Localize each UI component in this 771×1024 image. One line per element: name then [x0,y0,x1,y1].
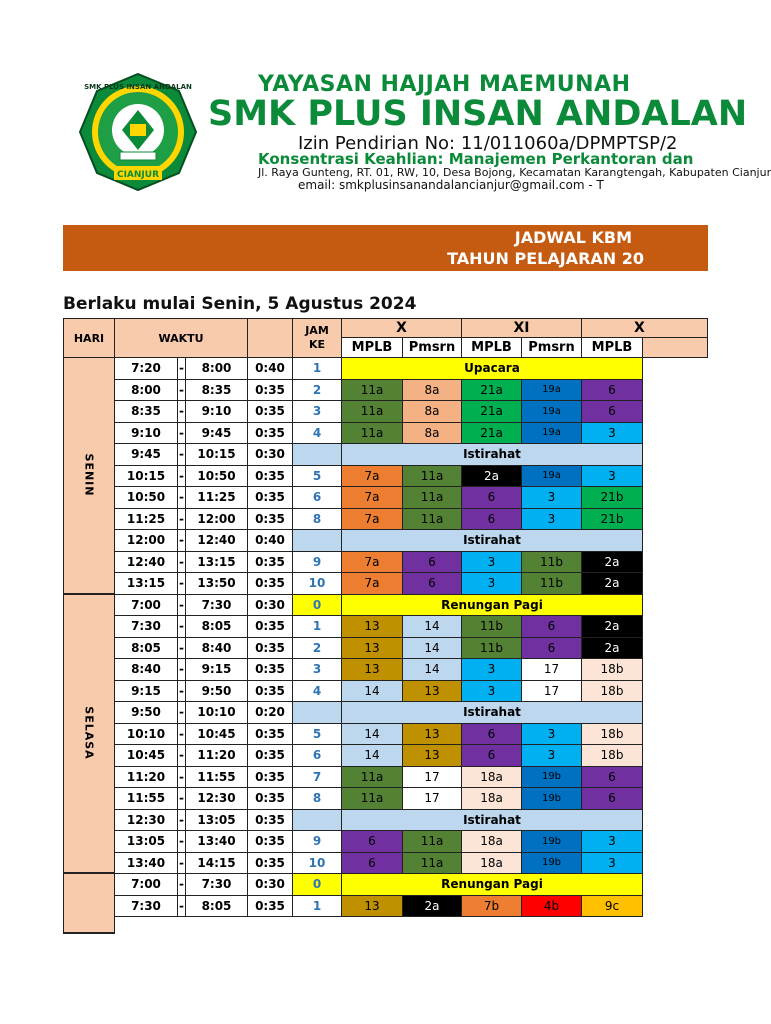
time-end: 8:05 [186,896,248,918]
jam-ke: 3 [293,401,342,423]
jam-ke: 10 [293,573,342,595]
time-dash: - [178,788,186,810]
jam-ke: 9 [293,552,342,574]
class-cell: 17 [522,659,582,681]
time-dash: - [178,573,186,595]
header-jam-text: JAM [305,324,329,337]
class-cell: 11b [462,616,522,638]
class-cell: 21a [462,380,522,402]
time-start: 13:05 [115,831,178,853]
logo-text-bottom: CIANJUR [116,170,160,180]
class-cell: 11a [403,466,462,488]
period-banner: Upacara [342,358,643,380]
jam-ke: 8 [293,788,342,810]
class-cell: 21a [462,423,522,445]
jam-ke: 7 [293,767,342,789]
class-cell: 19a [522,466,582,488]
class-cell: 11a [342,401,403,423]
class-cell: 11a [342,767,403,789]
period-banner: Renungan Pagi [342,874,643,896]
class-cell: 18a [462,788,522,810]
class-cell: 6 [462,487,522,509]
duration: 0:35 [248,552,293,574]
class-cell: 21a [462,401,522,423]
class-cell: 7a [342,466,403,488]
class-cell: 21b [582,509,643,531]
duration: 0:35 [248,509,293,531]
class-cell: 3 [462,573,522,595]
duration: 0:40 [248,530,293,552]
class-cell: 11a [403,509,462,531]
jam-ke: 1 [293,358,342,380]
class-cell: 11a [342,423,403,445]
address: Jl. Raya Gunteng, RT. 01, RW, 10, Desa Bojong, Kecamatan Karangtengah, Kabupaten Cianjur [258,166,771,179]
time-start: 11:25 [115,509,178,531]
time-start: 10:50 [115,487,178,509]
time-end: 9:15 [186,659,248,681]
period-banner: Istirahat [342,702,643,724]
time-start: 12:00 [115,530,178,552]
time-end: 10:50 [186,466,248,488]
banner-year: TAHUN PELAJARAN 20 [447,249,644,268]
class-cell: 18a [462,853,522,875]
time-start: 9:15 [115,681,178,703]
duration: 0:35 [248,573,293,595]
duration: 0:35 [248,853,293,875]
header-jam-ke [293,318,342,358]
day-label [63,595,115,875]
subject-mplb: MPLB [462,338,522,358]
time-end: 13:40 [186,831,248,853]
duration: 0:35 [248,380,293,402]
jam-ke: 2 [293,638,342,660]
jam-ke: 1 [293,616,342,638]
class-cell: 3 [462,681,522,703]
class-cell: 6 [403,573,462,595]
class-cell: 6 [582,380,643,402]
duration: 0:35 [248,788,293,810]
jam-ke [293,530,342,552]
time-start: 8:05 [115,638,178,660]
class-cell: 18a [462,767,522,789]
effective-date: Berlaku mulai Senin, 5 Agustus 2024 [63,294,417,314]
time-dash: - [178,724,186,746]
jam-ke [293,702,342,724]
duration: 0:35 [248,745,293,767]
time-start: 9:50 [115,702,178,724]
time-start: 8:00 [115,380,178,402]
time-end: 11:20 [186,745,248,767]
time-dash: - [178,530,186,552]
header-hari: HARI [63,318,115,358]
class-cell: 7a [342,487,403,509]
jam-ke: 5 [293,724,342,746]
class-cell: 7a [342,509,403,531]
time-end: 12:30 [186,788,248,810]
grade-xi: XI [462,318,582,338]
foundation-name: YAYASAN HAJJAH MAEMUNAH [258,72,631,97]
header-blank [248,318,293,358]
class-cell: 6 [462,509,522,531]
duration: 0:35 [248,638,293,660]
class-cell: 19b [522,831,582,853]
class-cell: 11a [403,487,462,509]
class-cell: 19a [522,423,582,445]
time-start: 11:55 [115,788,178,810]
time-end: 9:50 [186,681,248,703]
time-dash: - [178,767,186,789]
time-start: 13:15 [115,573,178,595]
class-cell: 14 [342,724,403,746]
duration: 0:35 [248,831,293,853]
grade-x: X [342,318,462,338]
class-cell: 3 [582,831,643,853]
jam-ke: 2 [293,380,342,402]
class-cell: 18b [582,724,643,746]
jam-ke: 9 [293,831,342,853]
time-end: 8:00 [186,358,248,380]
time-end: 12:40 [186,530,248,552]
time-dash: - [178,509,186,531]
subject-pmsrn: Pmsrn [403,338,462,358]
class-cell: 3 [522,745,582,767]
time-end: 8:05 [186,616,248,638]
jam-ke: 10 [293,853,342,875]
period-banner: Istirahat [342,530,643,552]
class-cell: 3 [462,552,522,574]
class-cell: 8a [403,401,462,423]
class-cell: 18b [582,681,643,703]
time-start: 11:20 [115,767,178,789]
duration: 0:35 [248,466,293,488]
jam-ke: 6 [293,487,342,509]
class-cell: 14 [403,659,462,681]
class-cell: 13 [342,659,403,681]
jam-ke: 6 [293,745,342,767]
class-cell: 13 [403,724,462,746]
day-label [63,874,115,934]
time-dash: - [178,638,186,660]
jam-ke: 3 [293,659,342,681]
class-cell: 6 [462,724,522,746]
header-jam-text: KE [308,338,326,351]
class-cell: 6 [342,831,403,853]
duration: 0:35 [248,810,293,832]
time-start: 7:30 [115,896,178,918]
class-cell: 13 [403,745,462,767]
class-cell: 13 [342,896,403,918]
time-dash: - [178,423,186,445]
time-dash: - [178,595,186,617]
duration: 0:35 [248,401,293,423]
class-cell: 6 [522,638,582,660]
class-cell: 3 [582,466,643,488]
day-name: SENIN [82,453,96,497]
time-dash: - [178,466,186,488]
time-end: 14:15 [186,853,248,875]
class-cell: 2a [582,552,643,574]
time-end: 12:00 [186,509,248,531]
class-cell: 17 [403,767,462,789]
class-cell: 11a [342,380,403,402]
time-start: 7:20 [115,358,178,380]
class-cell: 3 [462,659,522,681]
class-cell: 8a [403,423,462,445]
time-dash: - [178,552,186,574]
class-cell: 19b [522,767,582,789]
time-start: 12:40 [115,552,178,574]
class-cell: 3 [522,724,582,746]
class-cell: 17 [522,681,582,703]
class-cell: 13 [342,638,403,660]
time-dash: - [178,896,186,918]
jam-ke: 5 [293,466,342,488]
class-cell: 3 [582,853,643,875]
class-cell: 2a [582,616,643,638]
class-cell: 7b [462,896,522,918]
class-cell: 19b [522,853,582,875]
time-end: 9:45 [186,423,248,445]
period-banner: Renungan Pagi [342,595,643,617]
time-start: 9:10 [115,423,178,445]
time-start: 8:35 [115,401,178,423]
class-cell: 6 [582,788,643,810]
duration: 0:35 [248,616,293,638]
header-filler [643,338,708,358]
class-cell: 11b [522,552,582,574]
time-end: 7:30 [186,874,248,896]
class-cell: 14 [403,638,462,660]
class-cell: 2a [462,466,522,488]
class-cell: 13 [403,681,462,703]
class-cell: 2a [403,896,462,918]
time-start: 13:40 [115,853,178,875]
class-cell: 19a [522,401,582,423]
duration: 0:30 [248,444,293,466]
time-end: 8:35 [186,380,248,402]
class-cell: 7a [342,573,403,595]
permit-number: Izin Pendirian No: 11/011060a/DPMPTSP/2 [298,133,678,154]
class-cell: 9c [582,896,643,918]
time-start: 7:00 [115,874,178,896]
class-cell: 14 [403,616,462,638]
email: email: smkplusinsanandalancianjur@gmail.com - T [298,178,604,192]
class-cell: 11a [403,853,462,875]
school-name: SMK PLUS INSAN ANDALAN [208,94,748,134]
concentration: Konsentrasi Keahlian: Manajemen Perkantoran dan [258,150,694,168]
time-end: 13:15 [186,552,248,574]
time-end: 10:15 [186,444,248,466]
subject-mplb: MPLB [582,338,643,358]
time-end: 9:10 [186,401,248,423]
duration: 0:35 [248,659,293,681]
class-cell: 11b [462,638,522,660]
period-banner: Istirahat [342,810,643,832]
jam-ke [293,444,342,466]
class-cell: 19a [522,380,582,402]
time-dash: - [178,616,186,638]
day-label [63,358,115,595]
class-cell: 18b [582,745,643,767]
time-dash: - [178,401,186,423]
class-cell: 19b [522,788,582,810]
class-cell: 18b [582,659,643,681]
subject-pmsrn: Pmsrn [522,338,582,358]
time-dash: - [178,659,186,681]
time-dash: - [178,810,186,832]
duration: 0:35 [248,896,293,918]
time-dash: - [178,380,186,402]
class-cell: 3 [522,487,582,509]
class-cell: 11b [522,573,582,595]
time-dash: - [178,681,186,703]
day-name: SELASA [82,706,96,760]
time-end: 10:45 [186,724,248,746]
time-dash: - [178,358,186,380]
time-end: 11:25 [186,487,248,509]
class-cell: 2a [582,638,643,660]
time-end: 13:05 [186,810,248,832]
grade-xii: X [582,318,708,338]
time-end: 13:50 [186,573,248,595]
class-cell: 3 [522,509,582,531]
time-dash: - [178,702,186,724]
time-end: 7:30 [186,595,248,617]
duration: 0:20 [248,702,293,724]
class-cell: 8a [403,380,462,402]
class-cell: 6 [462,745,522,767]
time-start: 10:10 [115,724,178,746]
class-cell: 7a [342,552,403,574]
time-start: 12:30 [115,810,178,832]
time-dash: - [178,745,186,767]
duration: 0:35 [248,767,293,789]
period-banner: Istirahat [342,444,643,466]
time-start: 7:30 [115,616,178,638]
duration: 0:35 [248,487,293,509]
class-cell: 3 [582,423,643,445]
duration: 0:30 [248,874,293,896]
jam-ke: 4 [293,681,342,703]
time-dash: - [178,831,186,853]
banner-title: JADWAL KBM [514,228,632,247]
class-cell: 4b [522,896,582,918]
class-cell: 6 [582,401,643,423]
class-cell: 21b [582,487,643,509]
time-dash: - [178,874,186,896]
class-cell: 14 [342,681,403,703]
class-cell: 11a [342,788,403,810]
class-cell: 18a [462,831,522,853]
jam-ke: 4 [293,423,342,445]
class-cell: 2a [582,573,643,595]
class-cell: 6 [522,616,582,638]
time-start: 9:45 [115,444,178,466]
time-end: 10:10 [186,702,248,724]
logo-text-top: SMK PLUS INSAN ANDALAN [84,83,192,91]
duration: 0:35 [248,423,293,445]
jam-ke: 0 [293,595,342,617]
class-cell: 14 [342,745,403,767]
subject-mplb: MPLB [342,338,403,358]
jam-ke: 8 [293,509,342,531]
time-end: 11:55 [186,767,248,789]
duration: 0:35 [248,681,293,703]
time-dash: - [178,487,186,509]
class-cell: 6 [342,853,403,875]
duration: 0:30 [248,595,293,617]
time-dash: - [178,444,186,466]
class-cell: 13 [342,616,403,638]
time-start: 10:15 [115,466,178,488]
class-cell: 6 [582,767,643,789]
jam-ke: 1 [293,896,342,918]
class-cell: 11a [403,831,462,853]
time-start: 10:45 [115,745,178,767]
duration: 0:35 [248,724,293,746]
class-cell: 17 [403,788,462,810]
header-waktu: WAKTU [115,318,248,358]
time-start: 7:00 [115,595,178,617]
time-start: 8:40 [115,659,178,681]
duration: 0:40 [248,358,293,380]
time-end: 8:40 [186,638,248,660]
jam-ke [293,810,342,832]
time-dash: - [178,853,186,875]
jam-ke: 0 [293,874,342,896]
class-cell: 6 [403,552,462,574]
